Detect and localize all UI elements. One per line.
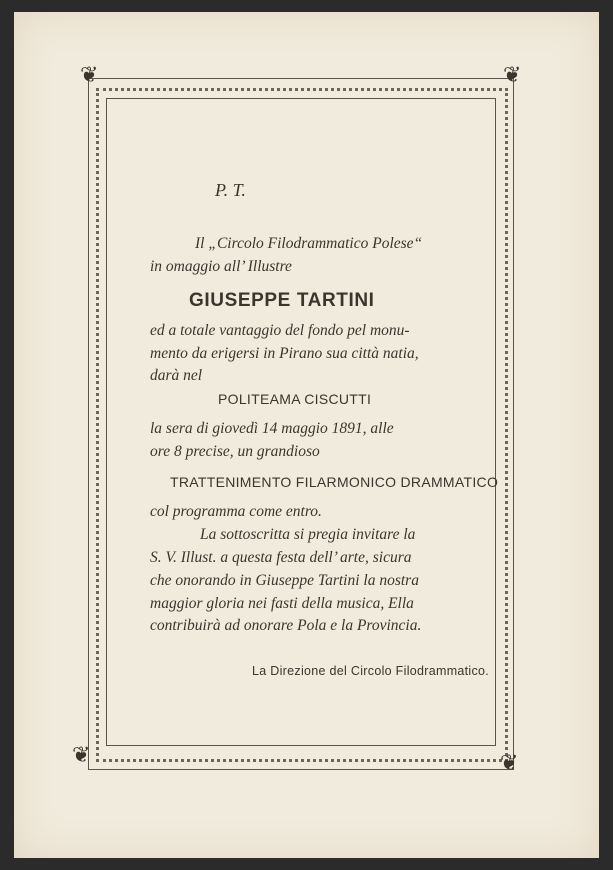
fleuron-icon: ❦: [500, 750, 519, 775]
text-line: contribuirà ad onorare Pola e la Provincia.: [150, 617, 422, 634]
text-line: col programma come entro.: [150, 503, 322, 520]
fleuron-icon: ❦: [72, 742, 91, 767]
salutation: P. T.: [215, 180, 246, 200]
honoree-name: GIUSEPPE TARTINI: [189, 290, 375, 311]
text-line: che onorando in Giuseppe Tartini la nostra: [150, 572, 419, 589]
signature: La Direzione del Circolo Filodrammatico.: [252, 664, 490, 678]
text-line: La sottoscritta si pregia invitare la: [200, 526, 416, 543]
text-line: maggior gloria nei fasti della musica, Ella: [150, 595, 414, 612]
text-line: S. V. Illust. a questa festa dell’ arte, sicura: [150, 549, 412, 566]
text-line: Il „Circolo Filodrammatico Polese“: [195, 235, 423, 252]
fleuron-icon: ❦: [503, 62, 522, 87]
text-line: in omaggio all’ Illustre: [150, 258, 292, 275]
text-line: la sera di giovedì 14 maggio 1891, alle: [150, 420, 394, 437]
fleuron-icon: ❦: [80, 62, 99, 87]
text-line: ore 8 precise, un grandioso: [150, 443, 320, 460]
event-name: TRATTENIMENTO FILARMONICO DRAMMATICO: [170, 474, 499, 490]
text-line: mento da erigersi in Pirano sua città natia,: [150, 345, 419, 362]
text-line: darà nel: [150, 367, 203, 384]
text-line: ed a totale vantaggio del fondo pel monu-: [150, 322, 410, 339]
venue-name: POLITEAMA CISCUTTI: [218, 391, 372, 407]
